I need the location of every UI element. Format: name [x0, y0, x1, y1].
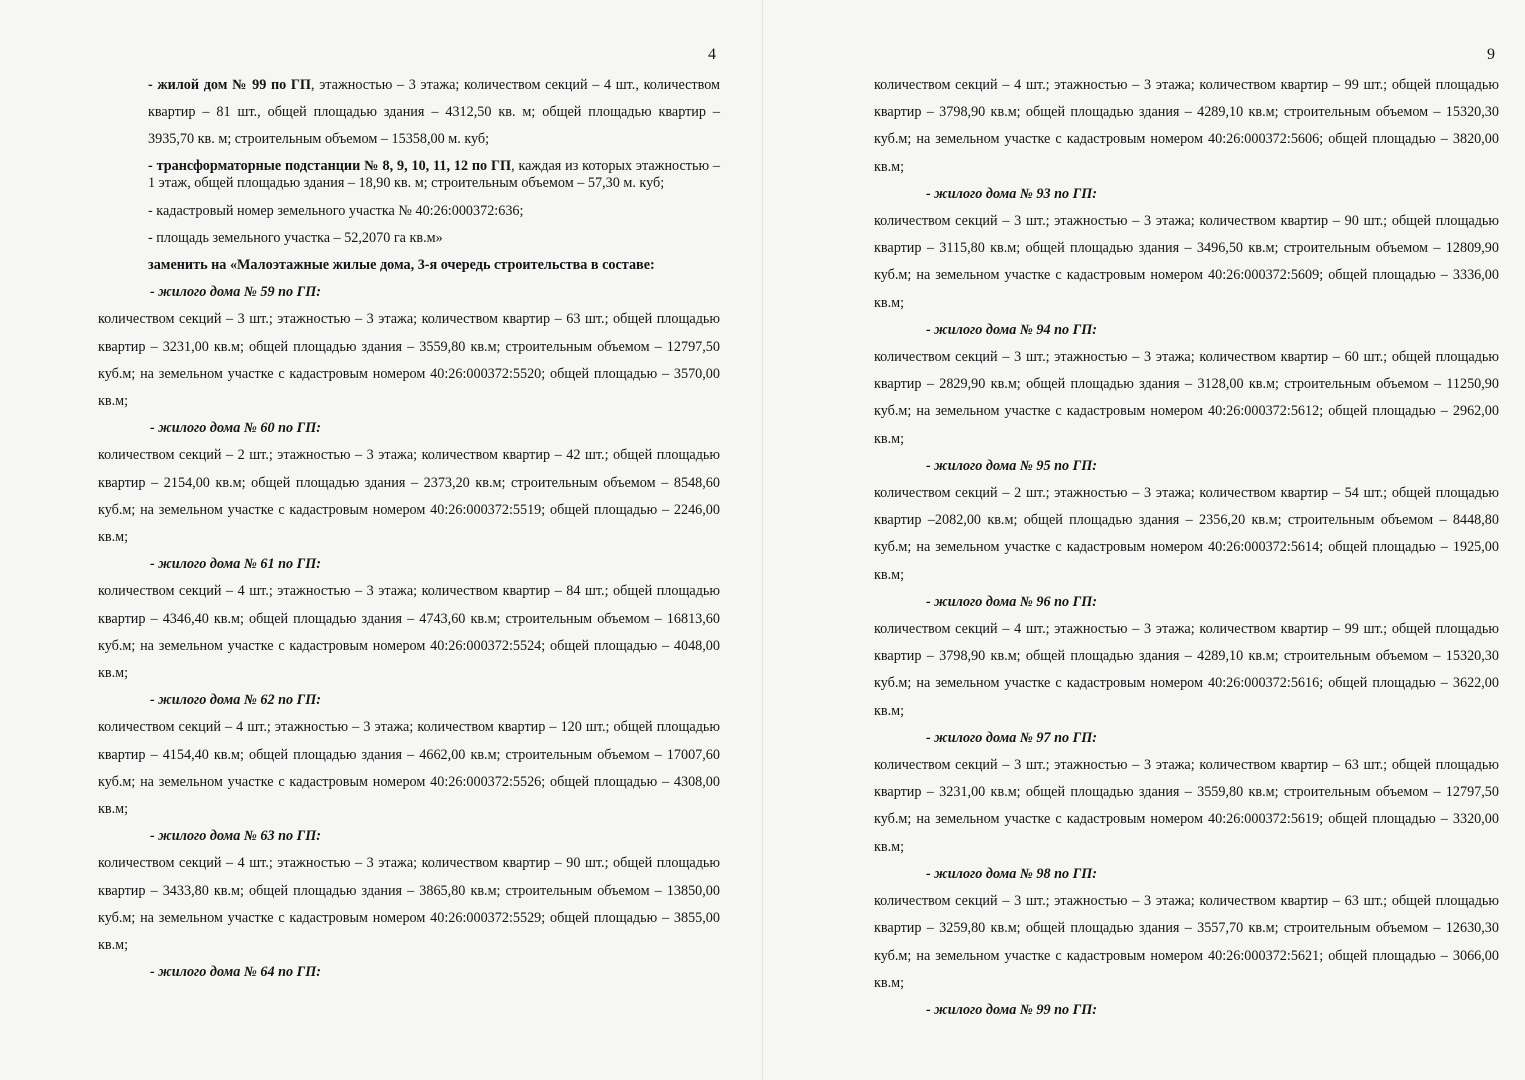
text-paragraph [874, 480, 1499, 589]
house-heading: - жилого дома № 61 по ГП: [150, 556, 321, 573]
text-paragraph [874, 752, 1499, 861]
paragraph-text: - площадь земельного участка – 52,2070 га кв.м» [148, 229, 443, 246]
document-page-right [763, 0, 1525, 1080]
house-heading: - жилого дома № 97 по ГП: [926, 729, 1097, 746]
paragraph-text: количеством секций – 4 шт.; этажностью – 3 этажа; количеством квартир – 99 шт.; общей площадью квартир – 3798,90 кв.м; общей площадью здания – 4289,10 кв.м; строительным объемом – 15320,30 куб.м; на земельном участке с кадастровым номером 40:26:000372:5606; общей площадью – 3820,00 кв.м; [874, 77, 1499, 175]
text-paragraph [98, 225, 720, 252]
bold-lead: - трансформаторные подстанции № 8, 9, 10, 11, 12 по ГП [148, 157, 512, 174]
page-number: 9 [1487, 46, 1495, 63]
paragraph-text: количеством секций – 3 шт.; этажностью – 3 этажа; количеством квартир – 90 шт.; общей площадью квартир – 3115,80 кв.м; общей площадью здания – 3496,50 кв.м; строительным объемом – 12809,90 куб.м; на земельном участке с кадастровым номером 40:26:000372:5609; общей площадью – 3336,00 кв.м; [874, 213, 1499, 311]
paragraph-text: количеством секций – 4 шт.; этажностью – 3 этажа; количеством квартир – 84 шт.; общей площадью квартир – 4346,40 кв.м; общей площадью здания – 4743,60 кв.м; строительным объемом – 16813,60 куб.м; на земельном участке с кадастровым номером 40:26:000372:5524; общей площадью – 4048,00 кв.м; [98, 583, 720, 682]
text-paragraph [98, 578, 720, 687]
text-paragraph [98, 198, 720, 225]
house-heading: - жилого дома № 94 по ГП: [926, 321, 1097, 338]
text-paragraph [98, 850, 720, 959]
paragraph-text: количеством секций – 3 шт.; этажностью – 3 этажа; количеством квартир – 60 шт.; общей площадью квартир – 2829,90 кв.м; общей площадью здания – 3128,00 кв.м; строительным объемом – 11250,90 куб.м; на земельном участке с кадастровым номером 40:26:000372:5612; общей площадью – 2962,00 кв.м; [874, 349, 1499, 447]
text-paragraph [874, 344, 1499, 453]
text-paragraph [98, 154, 720, 198]
paragraph-text: количеством секций – 4 шт.; этажностью – 3 этажа; количеством квартир – 90 шт.; общей площадью квартир – 3433,80 кв.м; общей площадью здания – 3865,80 кв.м; строительным объемом – 13850,00 куб.м; на земельном участке с кадастровым номером 40:26:000372:5529; общей площадью – 3855,00 кв.м; [98, 855, 720, 954]
paragraph-text: количеством секций – 3 шт.; этажностью – 3 этажа; количеством квартир – 63 шт.; общей площадью квартир – 3231,00 кв.м; общей площадью здания – 3559,80 кв.м; строительным объемом – 12797,50 куб.м; на земельном участке с кадастровым номером 40:26:000372:5520; общей площадью – 3570,00 кв.м; [98, 311, 720, 410]
paragraph-text: количеством секций – 2 шт.; этажностью – 3 этажа; количеством квартир – 42 шт.; общей площадью квартир – 2154,00 кв.м; общей площадью здания – 2373,20 кв.м; строительным объемом – 8548,60 куб.м; на земельном участке с кадастровым номером 40:26:000372:5519; общей площадью – 2246,00 кв.м; [98, 447, 720, 546]
house-heading: - жилого дома № 64 по ГП: [150, 964, 321, 981]
paragraph-text: количеством секций – 3 шт.; этажностью – 3 этажа; количеством квартир – 63 шт.; общей площадью квартир – 3231,00 кв.м; общей площадью здания – 3559,80 кв.м; строительным объемом – 12797,50 куб.м; на земельном участке с кадастровым номером 40:26:000372:5619; общей площадью – 3320,00 кв.м; [874, 757, 1499, 855]
text-paragraph [98, 442, 720, 551]
text-paragraph [874, 72, 1499, 181]
paragraph-text: заменить на «Малоэтажные жилые дома, 3-я очередь строительства в составе: [148, 257, 655, 274]
text-paragraph [98, 72, 720, 154]
page-text [98, 72, 720, 987]
house-heading: - жилого дома № 93 по ГП: [926, 185, 1097, 202]
paragraph-text: - кадастровый номер земельного участка № 40:26:000372:636; [148, 202, 524, 219]
paragraph-text: количеством секций – 4 шт.; этажностью – 3 этажа; количеством квартир – 120 шт.; общей площадью квартир – 4154,40 кв.м; общей площадью здания – 4662,00 кв.м; строительным объемом – 17007,60 куб.м; на земельном участке с кадастровым номером 40:26:000372:5526; общей площадью – 4308,00 кв.м; [98, 719, 720, 818]
paragraph-text: , каждая из которых этажностью – 1 этаж, общей площадью здания – 18,90 кв. м; строительным объемом – 57,30 м. куб; [148, 157, 721, 191]
house-heading: - жилого дома № 99 по ГП: [926, 1001, 1097, 1018]
page-number: 4 [708, 46, 716, 63]
text-paragraph [98, 714, 720, 823]
house-heading: - жилого дома № 96 по ГП: [926, 593, 1097, 610]
text-paragraph [98, 252, 720, 279]
paragraph-text: количеством секций – 2 шт.; этажностью – 3 этажа; количеством квартир – 54 шт.; общей площадью квартир –2082,00 кв.м; общей площадью здания – 2356,20 кв.м; строительным объемом – 8448,80 куб.м; на земельном участке с кадастровым номером 40:26:000372:5614; общей площадью – 1925,00 кв.м; [874, 485, 1499, 583]
bold-lead: - жилой дом № 99 по ГП [148, 77, 311, 93]
text-paragraph [98, 306, 720, 415]
house-heading: - жилого дома № 60 по ГП: [150, 420, 321, 437]
page-text [874, 72, 1499, 1024]
paragraph-text: количеством секций – 3 шт.; этажностью – 3 этажа; количеством квартир – 63 шт.; общей площадью квартир – 3259,80 кв.м; общей площадью здания – 3557,70 кв.м; строительным объемом – 12630,30 куб.м; на земельном участке с кадастровым номером 40:26:000372:5621; общей площадью – 3066,00 кв.м; [874, 893, 1499, 991]
paragraph-text: количеством секций – 4 шт.; этажностью – 3 этажа; количеством квартир – 99 шт.; общей площадью квартир – 3798,90 кв.м; общей площадью здания – 4289,10 кв.м; строительным объемом – 15320,30 куб.м; на земельном участке с кадастровым номером 40:26:000372:5616; общей площадью – 3622,00 кв.м; [874, 621, 1499, 719]
house-heading: - жилого дома № 98 по ГП: [926, 865, 1097, 882]
text-paragraph [874, 208, 1499, 317]
house-heading: - жилого дома № 62 по ГП: [150, 692, 321, 709]
text-paragraph [874, 616, 1499, 725]
house-heading: - жилого дома № 95 по ГП: [926, 457, 1097, 474]
text-paragraph [874, 888, 1499, 997]
paragraph-text: , этажностью – 3 этажа; количеством секций – 4 шт., количеством квартир – 81 шт., общей площадью здания – 4312,50 кв. м; общей площадью квартир – 3935,70 кв. м; строительным объемом – 15358,00 м. куб; [148, 77, 721, 148]
house-heading: - жилого дома № 63 по ГП: [150, 828, 321, 845]
house-heading: - жилого дома № 59 по ГП: [150, 284, 321, 301]
